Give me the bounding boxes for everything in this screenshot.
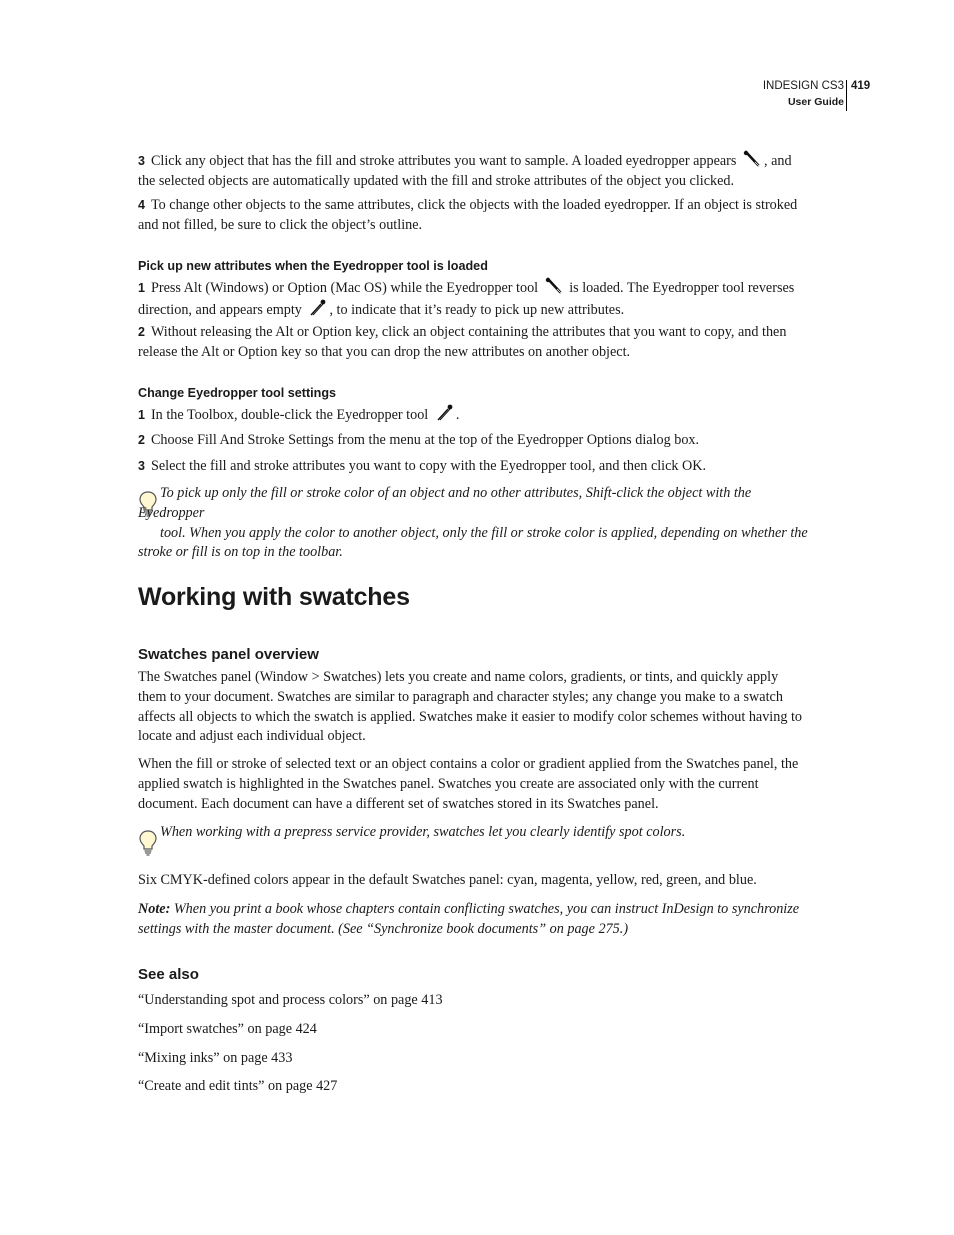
step-number: 3 (138, 459, 145, 473)
overview-para-2 (138, 755, 814, 814)
step-text: In the Toolbox, double-click the Eyedropper tool (150, 407, 429, 423)
note-label: Note: (138, 901, 171, 917)
step-text-line2: and not filled, be sure to click the object’s outline. (138, 216, 423, 233)
subheading-pickup: Pick up new attributes when the Eyedropper tool is loaded (138, 259, 488, 273)
note-text-line2: settings with the master document. (See “Synchronize book documents” on page 275.) (138, 920, 629, 937)
tip-line: stroke or fill is on top in the toolbar. (138, 544, 343, 561)
para-line: The Swatches panel (Window > Swatches) lets you create and name colors, gradients, or tints, and quickly apply (138, 669, 779, 685)
step-text: Select the fill and stroke attributes you want to copy with the Eyedropper tool, and then click OK. (150, 458, 707, 474)
para-line: affects all objects to which the swatch is applied. Swatches make it easier to modify color schemes without having to (138, 708, 803, 725)
para-line: locate and adjust each individual object. (138, 728, 366, 745)
step-text-cont: . (455, 407, 460, 423)
step-text: Press Alt (Windows) or Option (Mac OS) while the Eyedropper tool (150, 280, 539, 296)
para-line: document. Each document can have a different set of swatches stored in its Swatches panel. (138, 795, 659, 812)
subsection-heading: Swatches panel overview (138, 646, 319, 663)
step-number: 1 (138, 281, 145, 295)
step-4-apply (138, 196, 814, 236)
step-number: 2 (138, 325, 145, 339)
empty-eyedropper-icon (434, 404, 454, 422)
loaded-eyedropper-icon (544, 277, 564, 295)
step-text-cont: is loaded. The Eyedropper tool reverses (569, 280, 795, 296)
see-also-link[interactable]: “Mixing inks” on page 433 (138, 1050, 293, 1066)
settings-step-3 (138, 457, 814, 477)
step-text: Choose Fill And Stroke Settings from the menu at the top of the Eyedropper Options dialog box. (150, 432, 700, 448)
step-text: To change other objects to the same attributes, click the objects with the loaded eyedropper. If an object is stroked (150, 197, 798, 213)
step-text: Click any object that has the fill and stroke attributes you want to sample. A loaded eyedropper appears (150, 153, 737, 169)
step-number: 4 (138, 198, 145, 212)
note-text: When you print a book whose chapters contain conflicting swatches, you can instruct InDesign to synchronize (173, 901, 800, 917)
tip-line: tool. When you apply the color to another object, only the fill or stroke color is applied, depending on whether the (160, 524, 808, 541)
see-also-link[interactable]: “Understanding spot and process colors” on page 413 (138, 992, 443, 1008)
section-heading: Working with swatches (138, 583, 410, 611)
see-also-link[interactable]: “Create and edit tints” on page 427 (138, 1078, 338, 1094)
subheading-settings: Change Eyedropper tool settings (138, 386, 337, 400)
step-text-line2-cont: , to indicate that it’s ready to pick up new attributes. (329, 301, 625, 318)
tip-spot-colors (138, 823, 814, 843)
step-number: 1 (138, 408, 145, 422)
pickup-step-2 (138, 323, 814, 363)
step-text: Without releasing the Alt or Option key, click an object containing the attributes that you want to copy, and then (150, 324, 787, 340)
settings-step-2 (138, 431, 814, 451)
step-text-cont: , and (763, 153, 792, 169)
settings-step-1 (138, 404, 814, 426)
step-text-line2: release the Alt or Option key so that you can drop the new attributes on another object. (138, 343, 631, 360)
tip-line: When working with a prepress service provider, swatches let you clearly identify spot colors. (160, 824, 686, 840)
pickup-step-1 (138, 277, 814, 321)
header-product: INDESIGN CS3 (762, 80, 844, 92)
see-also-heading: See also (138, 966, 199, 983)
loaded-eyedropper-icon (742, 150, 762, 168)
step-3-sample (138, 150, 814, 192)
page-number: 419 (851, 80, 871, 92)
para-line: When the fill or stroke of selected text or an object contains a color or gradient applied from the Swatches panel, the (138, 756, 799, 772)
para-line: applied swatch is highlighted in the Swatches panel. Swatches you create are associated only with the current (138, 775, 759, 792)
empty-eyedropper-icon (307, 299, 327, 317)
header-divider (846, 80, 847, 111)
overview-para-1 (138, 668, 814, 747)
step-number: 3 (138, 154, 145, 168)
step-text-line2: the selected objects are automatically updated with the fill and stroke attributes of the object you clicked. (138, 172, 735, 189)
para-line: them to your document. Swatches are similar to paragraph and character styles; any change you make to a swatch (138, 688, 783, 705)
tip-shift-click (138, 484, 814, 563)
tip-line: To pick up only the fill or stroke color of an object and no other attributes, Shift-click the object with the Eyedropper (138, 485, 752, 521)
see-also-link[interactable]: “Import swatches” on page 424 (138, 1021, 317, 1037)
overview-para-3: Six CMYK-defined colors appear in the default Swatches panel: cyan, magenta, yellow, red, green, and blue. (138, 872, 757, 888)
note-block (138, 900, 814, 940)
step-text-line2: direction, and appears empty (138, 301, 302, 318)
step-number: 2 (138, 433, 145, 447)
header-guide: User Guide (787, 96, 844, 108)
